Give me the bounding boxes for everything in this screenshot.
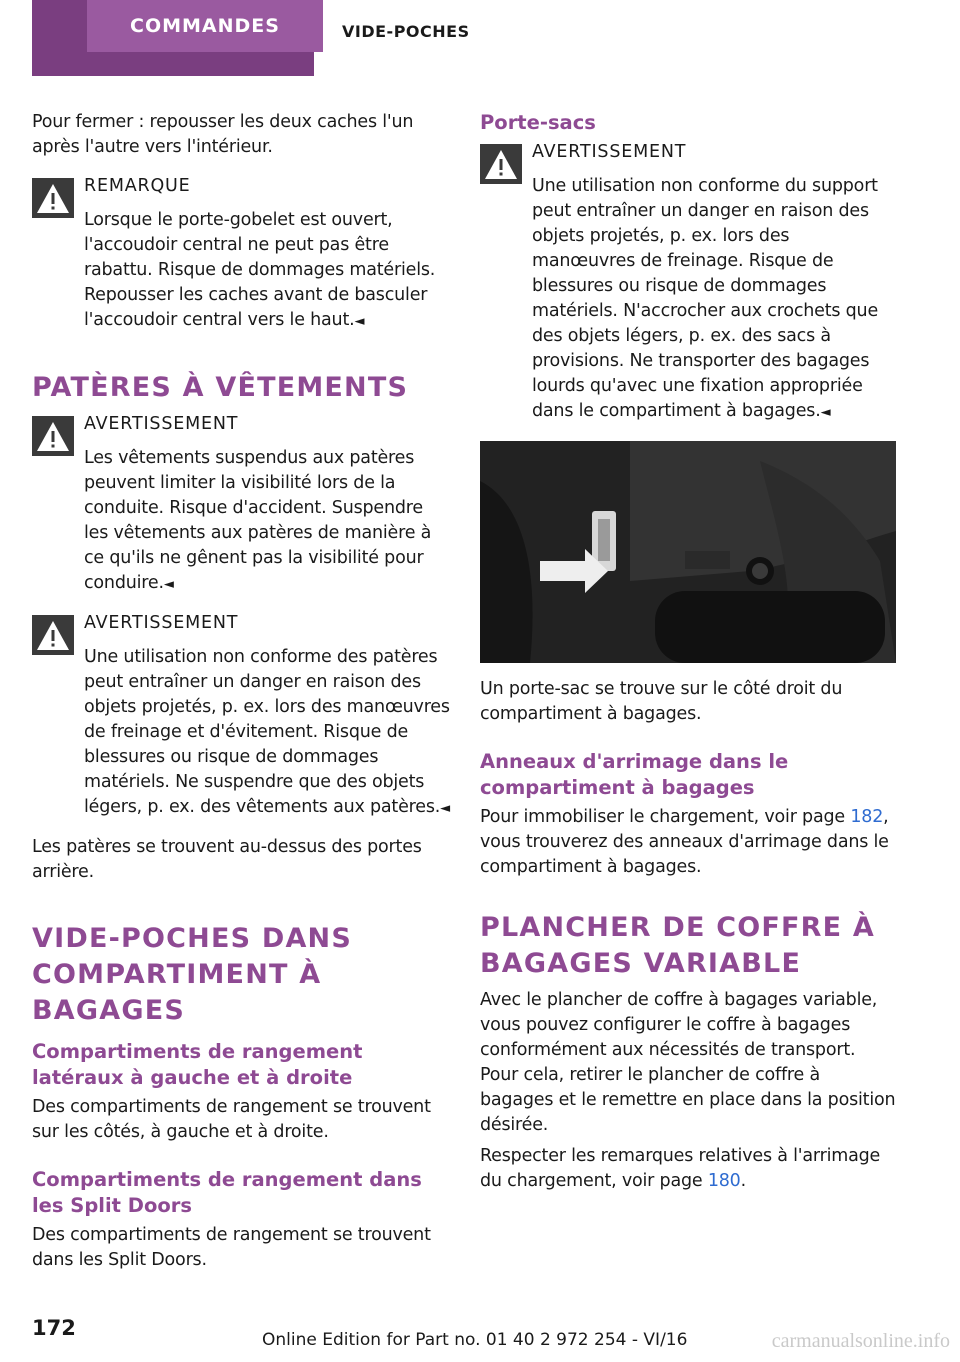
tab-vide-poches-label: VIDE-POCHES — [342, 22, 470, 41]
end-mark: ◄ — [440, 801, 450, 816]
split-doors-text: Des compartiments de rangement se trouvent dans les Split Doors. — [32, 1225, 431, 1270]
remarque-title: REMARQUE — [84, 176, 191, 196]
warning-2-title: AVERTISSEMENT — [84, 613, 239, 633]
warning-triangle-icon — [32, 178, 74, 218]
end-mark: ◄ — [163, 577, 174, 592]
photo-caption: Un porte-sac se trouve sur le côté droit du compartiment à bagages. — [480, 679, 843, 724]
watermark: carmanualsonline.info — [771, 1330, 950, 1352]
heading-plancher: PLANCHER DE COFFRE À BAGAGES VARIABLE — [480, 912, 875, 979]
subheading-split-doors: Compartiments de rangement dans les Split Doors — [32, 1168, 422, 1217]
edition-footer: Online Edition for Part no. 01 40 2 972 254 - VI/16 — [262, 1330, 688, 1350]
respect-text-pre: Respecter les remarques relatives à l'arrimage du chargement, voir page — [480, 1146, 881, 1191]
remarque-block — [32, 174, 452, 334]
end-mark: ◄ — [820, 405, 831, 420]
warning-triangle-icon — [480, 144, 522, 184]
anneaux-text — [480, 805, 896, 880]
lateraux-text: Des compartiments de rangement se trouvent sur les côtés, à gauche et à droite. — [32, 1097, 431, 1142]
anneaux-text-post: , vous trouverez des anneaux d'arrimage dans le compartiment à bagages. — [480, 807, 889, 877]
warning-block-3 — [480, 140, 896, 425]
heading-vide-poches: VIDE-POCHES DANS COMPARTIMENT À BAGAGES — [32, 923, 352, 1026]
pateres-note: Les patères se trouvent au-dessus des portes arrière. — [32, 837, 422, 882]
warning-2-text: Une utilisation non conforme des patères peut entraîner un danger en raison des objets projetés, p. ex. lors des manœuvres de freinage et d'évitement. Risque de blessures ou risque de dommages matériels. Ne suspendre que des objets légers, p. ex. des vêtements aux patères. — [84, 647, 450, 817]
respect-text-post: . — [740, 1171, 746, 1191]
subheading-lateraux: Compartiments de rangement latéraux à gauche et à droite — [32, 1040, 363, 1089]
tab-commandes-label: COMMANDES — [130, 15, 280, 37]
warning-block-2 — [32, 611, 452, 821]
anneaux-text-pre: Pour immobiliser le chargement, voir page — [480, 807, 851, 827]
warning-3-text: Une utilisation non conforme du support peut entraîner un danger en raison des objets projetés, p. ex. lors des manœuvres de freinage. Risque de blessures ou risque de dommages matériels. N'accrocher aux crochets que des objets légers, p. ex. des sacs à provisions. Ne transporter des bagages lourds qu'avec une fixation appropriée dans le compartiment à bagages. — [532, 176, 879, 421]
warning-1-text: Les vêtements suspendus aux patères peuvent limiter la visibilité lors de la conduite. Risque d'accident. Suspendre les vêtements aux patères de manière à ce qu'ils ne gênent pas la visibilité pour conduire. — [84, 448, 432, 593]
page-link-180[interactable]: 180 — [707, 1171, 741, 1191]
header-tab-band — [32, 0, 314, 76]
respect-text — [480, 1144, 896, 1194]
left-column — [32, 110, 452, 1287]
tab-commandes[interactable] — [87, 0, 323, 52]
intro-text: Pour fermer : repousser les deux caches l'un après l'autre vers l'intérieur. — [32, 112, 414, 157]
warning-3-title: AVERTISSEMENT — [532, 142, 687, 162]
heading-pateres: PATÈRES À VÊTEMENTS — [32, 372, 409, 403]
tab-vide-poches[interactable] — [342, 22, 470, 41]
plancher-text: Avec le plancher de coffre à bagages variable, vous pouvez configurer le coffre à bagages conformément aux nécessités de transport. Pour cela, retirer le plancher de coffre à bagages et le remettre en place dans la position désirée. — [480, 990, 896, 1135]
subheading-anneaux: Anneaux d'arrimage dans le compartiment à bagages — [480, 750, 789, 799]
page-number: 172 — [32, 1316, 76, 1340]
warning-1-title: AVERTISSEMENT — [84, 414, 239, 434]
end-mark: ◄ — [354, 314, 365, 329]
warning-triangle-icon — [32, 416, 74, 456]
page-link-182[interactable]: 182 — [850, 807, 884, 827]
remarque-text: Lorsque le porte-gobelet est ouvert, l'accoudoir central ne peut pas être rabattu. Risque de dommages matériels. Repousser les caches avant de basculer l'accoudoir central vers le haut. — [84, 210, 436, 330]
subheading-porte-sacs: Porte-sacs — [480, 111, 596, 134]
trunk-bag-hook-photo — [480, 441, 896, 663]
warning-block-1 — [32, 412, 452, 597]
right-column — [480, 110, 896, 1208]
warning-triangle-icon — [32, 615, 74, 655]
